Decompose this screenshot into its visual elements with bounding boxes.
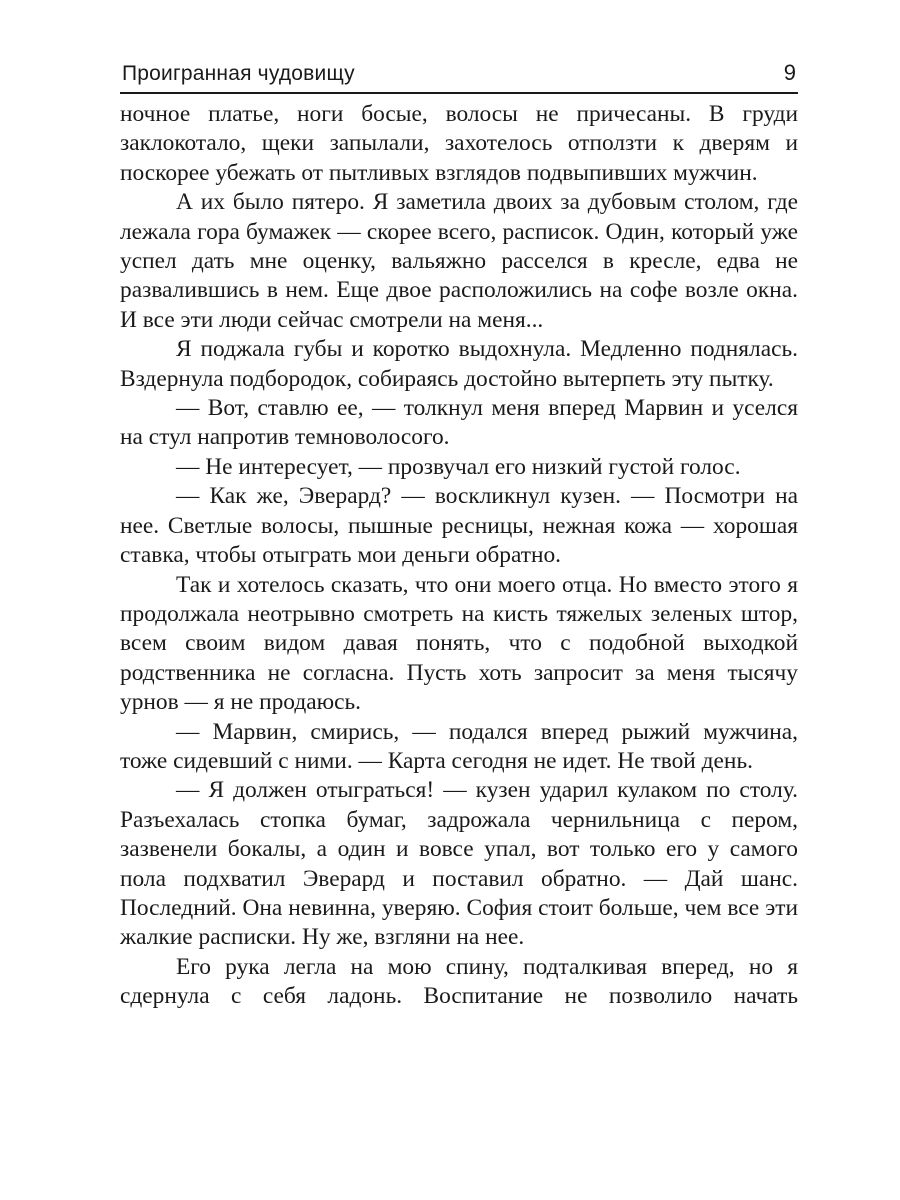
paragraph: Так и хотелось сказать, что они моего отца. Но вместо этого я продолжала неотрывно смотреть на кисть тяжелых зеленых штор, всем своим видом давая понять, что с подобной выходкой родственника не согласна. Пусть хоть запросит за меня тысячу урнов — я не продаюсь. xyxy=(120,571,798,716)
book-title: Проигранная чудовищу xyxy=(122,62,355,85)
paragraph: — Не интересует, — прозвучал его низкий густой голос. xyxy=(176,453,741,480)
paragraph: — Вот, ставлю ее, — толкнул меня вперед Марвин и уселся на стул напротив темноволосого. xyxy=(120,395,798,451)
paragraph: Я поджала губы и коротко выдохнула. Медленно поднялась. Вздернула подбородок, собираясь достойно вытерпеть эту пытку. xyxy=(120,336,798,392)
page-number: 9 xyxy=(783,60,796,85)
paragraph: Его рука легла на мою спину, подталкивая вперед, но я сдернула с себя ладонь. Воспитание не позволило начать xyxy=(120,953,798,1010)
paragraph: А их было пятеро. Я заметила двоих за дубовым столом, где лежала гора бумажек — скорее всего, расписок. Один, который уже успел дать мне оценку, вальяжно расселся в кресле, едва не развалившись в нем. Еще двое расположились на софе возле окна. И все эти люди сейчас смотрели на меня... xyxy=(120,189,798,333)
paragraph: — Я должен отыграться! — кузен ударил кулаком по столу. Разъехалась стопка бумаг, задрожала чернильница с пером, зазвенели бокалы, а один и вовсе упал, вот только его у самого пола подхватил Эверард и поставил обратно. — Дай шанс. Последний. Она невинна, уверяю. София стоит больше, чем все эти жалкие расписки. Ну же, взгляни на нее. xyxy=(120,777,798,951)
paragraph: ночное платье, ноги босые, волосы не причесаны. В груди заклокотало, щеки запылали, захотелось отползти к дверям и поскорее убежать от пытливых взглядов подвыпивших мужчин. xyxy=(120,101,798,186)
paragraph: — Марвин, смирись, — подался вперед рыжий мужчина, тоже сидевший с ними. — Карта сегодня не идет. Не твой день. xyxy=(120,718,798,774)
running-header xyxy=(120,58,798,94)
text-body xyxy=(120,100,798,1012)
paragraph: — Как же, Эверард? — воскликнул кузен. — Посмотри на нее. Светлые волосы, пышные ресницы, нежная кожа — хорошая ставка, чтобы отыграть мои деньги обратно. xyxy=(120,483,798,569)
